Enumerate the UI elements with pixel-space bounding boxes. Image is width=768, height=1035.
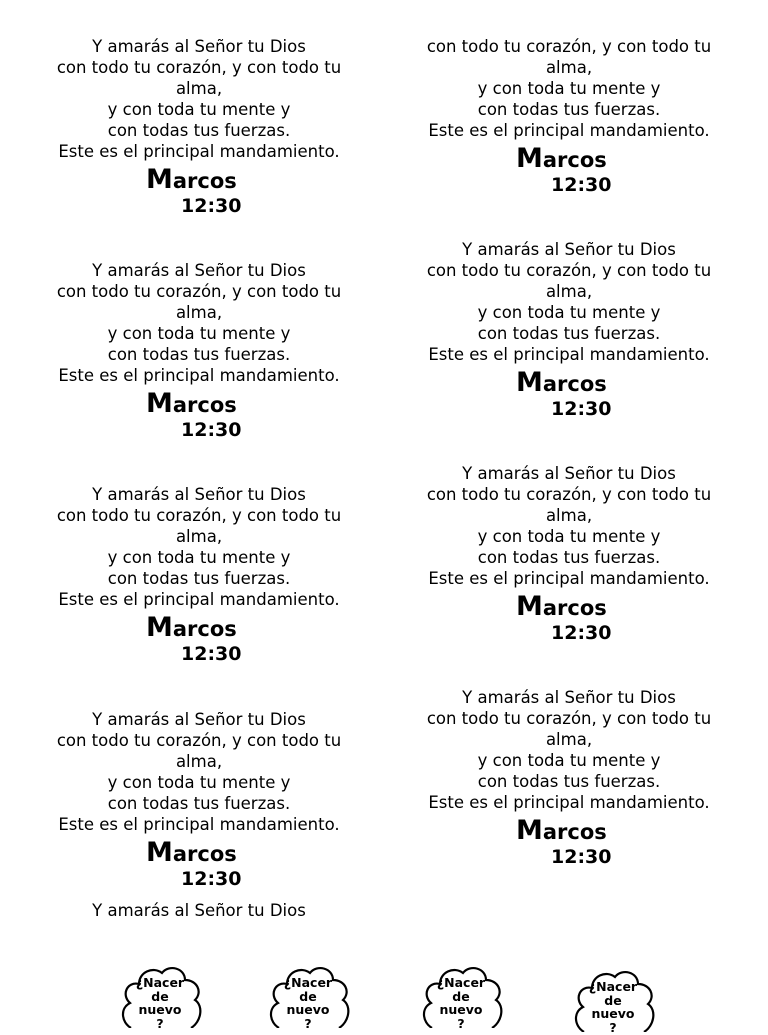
verse-line: alma, xyxy=(175,303,223,322)
reference-book: Marcos xyxy=(146,388,237,419)
verse-line: con todo tu corazón, y con todo tu xyxy=(56,58,342,77)
verse-line: Este es el principal mandamiento. xyxy=(58,366,340,385)
verse-reference xyxy=(39,837,359,892)
verse-line: con todas tus fuerzas. xyxy=(107,345,291,364)
verse-line: y con toda tu mente y xyxy=(107,100,291,119)
verse-line: y con toda tu mente y xyxy=(107,548,291,567)
verse-line: alma, xyxy=(545,58,593,77)
cloud-badge xyxy=(570,966,656,1035)
verse-line: Este es el principal mandamiento. xyxy=(58,590,340,609)
verse-reference xyxy=(409,591,729,646)
cloud-badge xyxy=(265,962,351,1031)
verse-reference xyxy=(39,612,359,667)
verse-line: alma, xyxy=(175,752,223,771)
verse-line: Este es el principal mandamiento. xyxy=(58,815,340,834)
reference-verse: 12:30 xyxy=(181,195,242,217)
verse-line: y con toda tu mente y xyxy=(477,527,661,546)
verse-line: con todas tus fuerzas. xyxy=(477,772,661,791)
verse-line: con todo tu corazón, y con todo tu xyxy=(426,37,712,56)
verse-line: alma, xyxy=(545,730,593,749)
cloud-badge-text: ¿Nacer de nuevo ? xyxy=(283,975,333,1031)
verse-line: con todas tus fuerzas. xyxy=(107,121,291,140)
verse-line: Este es el principal mandamiento. xyxy=(428,345,710,364)
reference-book: Marcos xyxy=(146,612,237,643)
verse-line: Este es el principal mandamiento. xyxy=(428,569,710,588)
verse-line: con todo tu corazón, y con todo tu xyxy=(426,709,712,728)
verse-line: con todas tus fuerzas. xyxy=(107,569,291,588)
reference-verse: 12:30 xyxy=(181,868,242,890)
verse-line: con todas tus fuerzas. xyxy=(477,548,661,567)
verse-reference xyxy=(409,815,729,870)
reference-verse: 12:30 xyxy=(181,419,242,441)
verse-line: Este es el principal mandamiento. xyxy=(428,793,710,812)
cloud-badge-text: ¿Nacer de nuevo ? xyxy=(436,975,486,1031)
verse-line: Y amarás al Señor tu Dios xyxy=(92,710,306,729)
cloud-badge xyxy=(117,962,203,1031)
reference-book: Marcos xyxy=(516,367,607,398)
verse-line: con todas tus fuerzas. xyxy=(107,794,291,813)
reference-book: Marcos xyxy=(516,143,607,174)
verse-line: con todo tu corazón, y con todo tu xyxy=(426,261,712,280)
verse-reference xyxy=(39,388,359,443)
verse-line: Este es el principal mandamiento. xyxy=(58,142,340,161)
verse-line: alma, xyxy=(175,527,223,546)
verse-card-left-1 xyxy=(39,36,359,219)
verse-line: con todas tus fuerzas. xyxy=(477,100,661,119)
cloud-badge-text: ¿Nacer de nuevo ? xyxy=(135,975,185,1031)
verse-line: y con toda tu mente y xyxy=(477,751,661,770)
verse-card-right-2 xyxy=(409,239,729,422)
reference-verse: 12:30 xyxy=(551,622,612,644)
cloud-badge xyxy=(418,962,504,1031)
reference-book: Marcos xyxy=(146,837,237,868)
reference-verse: 12:30 xyxy=(181,643,242,665)
reference-book: Marcos xyxy=(516,591,607,622)
verse-line: y con toda tu mente y xyxy=(477,79,661,98)
verse-reference xyxy=(409,367,729,422)
verse-line: Y amarás al Señor tu Dios xyxy=(92,485,306,504)
verse-line: Este es el principal mandamiento. xyxy=(428,121,710,140)
verse-reference xyxy=(409,143,729,198)
verse-card-right-1 xyxy=(409,36,729,198)
verse-line: alma, xyxy=(545,282,593,301)
verse-line: y con toda tu mente y xyxy=(477,303,661,322)
verse-line: Y amarás al Señor tu Dios xyxy=(92,261,306,280)
verse-line: y con toda tu mente y xyxy=(107,773,291,792)
reference-book: Marcos xyxy=(516,815,607,846)
verse-line: Y amarás al Señor tu Dios xyxy=(92,37,306,56)
verse-line: con todo tu corazón, y con todo tu xyxy=(56,506,342,525)
verse-line: alma, xyxy=(545,506,593,525)
verse-line: con todo tu corazón, y con todo tu xyxy=(56,731,342,750)
verse-line: y con toda tu mente y xyxy=(107,324,291,343)
reference-verse: 12:30 xyxy=(551,174,612,196)
verse-line: Y amarás al Señor tu Dios xyxy=(462,464,676,483)
verse-line: alma, xyxy=(175,79,223,98)
verse-card-left-3 xyxy=(39,484,359,667)
reference-verse: 12:30 xyxy=(551,398,612,420)
verse-reference xyxy=(39,164,359,219)
verse-line: con todo tu corazón, y con todo tu xyxy=(56,282,342,301)
verse-card-right-4 xyxy=(409,687,729,870)
verse-card-left-2 xyxy=(39,260,359,443)
verse-line: con todo tu corazón, y con todo tu xyxy=(426,485,712,504)
verse-card-right-3 xyxy=(409,463,729,646)
verse-card-left-4 xyxy=(39,709,359,892)
verse-line: Y amarás al Señor tu Dios xyxy=(462,240,676,259)
reference-book: Marcos xyxy=(146,164,237,195)
verse-line: Y amarás al Señor tu Dios xyxy=(462,688,676,707)
verse-line: con todas tus fuerzas. xyxy=(477,324,661,343)
cloud-badge-text: ¿Nacer de nuevo ? xyxy=(588,979,638,1035)
trailing-verse-line: Y amarás al Señor tu Dios xyxy=(92,901,306,920)
reference-verse: 12:30 xyxy=(551,846,612,868)
